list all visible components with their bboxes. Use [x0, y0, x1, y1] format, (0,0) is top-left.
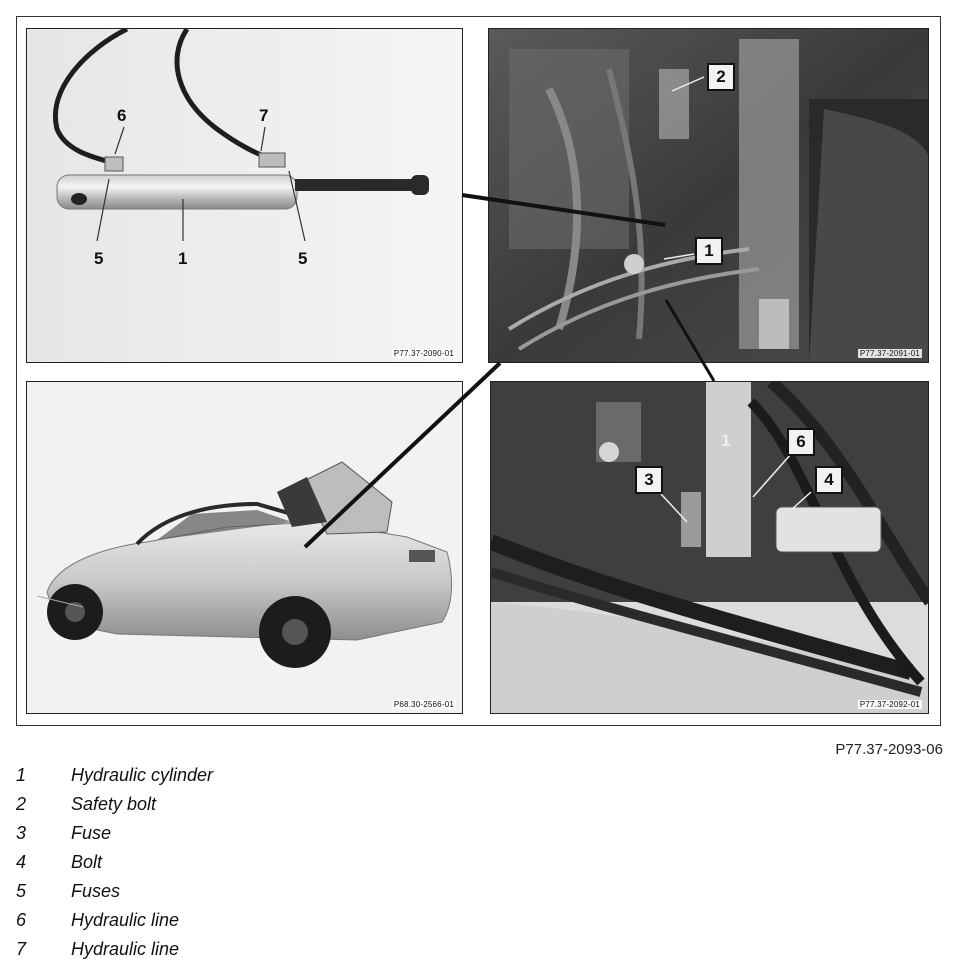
callout-6: 6: [117, 106, 127, 125]
legend-item: [16, 938, 213, 967]
callout-1-bottom: 1: [721, 431, 731, 450]
car-photo-panel: [26, 381, 463, 714]
top-detail-photo-panel: [488, 28, 929, 363]
legend-item: [16, 880, 213, 909]
panel-code: P77.37-2090-01: [393, 349, 454, 358]
panel-code: P68.30-2566-01: [393, 700, 454, 709]
callout-3: 3: [635, 466, 663, 494]
panel-code: P77.37-2092-01: [859, 700, 920, 709]
legend-item: [16, 909, 213, 938]
legend-number: 7: [16, 939, 27, 959]
legend-number: 5: [16, 881, 27, 901]
callout-2: 2: [707, 63, 735, 91]
legend-item: [16, 851, 213, 880]
legend-number: 6: [16, 910, 27, 930]
legend-text: Hydraulic line: [71, 910, 180, 930]
bottom-detail-photo-panel: [490, 381, 929, 714]
legend-text: Hydraulic cylinder: [71, 765, 214, 785]
figure-reference: P77.37-2093-06: [835, 741, 943, 758]
legend-number: 2: [16, 794, 27, 814]
panel-code: P77.37-2091-01: [859, 349, 920, 358]
callout-6-bottom: 6: [787, 428, 815, 456]
hydraulic-cylinder-photo: [27, 29, 463, 363]
callout-5-left: 5: [94, 249, 104, 268]
legend-item: [16, 822, 213, 851]
convertible-car-photo: [27, 382, 463, 714]
legend-number: 4: [16, 852, 27, 872]
callout-7: 7: [259, 106, 269, 125]
callout-5-right: 5: [298, 249, 308, 268]
fuse-and-bolt-detail-photo: [491, 382, 929, 714]
legend-item: [16, 764, 213, 793]
cylinder-photo-panel: [26, 28, 463, 363]
legend-number: 1: [16, 765, 27, 785]
legend-item: [16, 793, 213, 822]
legend-text: Safety bolt: [71, 794, 157, 814]
legend-text: Fuses: [71, 881, 121, 901]
callout-4: 4: [815, 466, 843, 494]
legend-list: [16, 764, 213, 967]
legend-text: Hydraulic line: [71, 939, 180, 959]
callout-1-top: 1: [695, 237, 723, 265]
legend-number: 3: [16, 823, 27, 843]
legend-text: Fuse: [71, 823, 112, 843]
legend-text: Bolt: [71, 852, 103, 872]
callout-1: 1: [178, 249, 188, 268]
